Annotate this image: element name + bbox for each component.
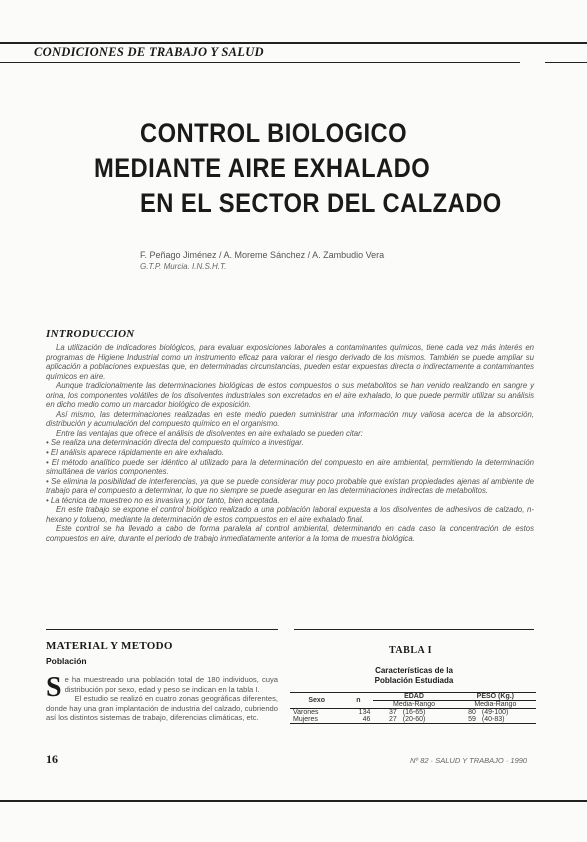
- affiliation: G.T.P. Murcia. I.N.S.H.T.: [140, 262, 227, 271]
- section-label: CONDICIONES DE TRABAJO Y SALUD: [34, 45, 264, 59]
- intro-heading: INTRODUCCION: [46, 328, 135, 340]
- material-heading: MATERIAL Y METODO: [46, 640, 173, 652]
- table-wrapper: [290, 692, 536, 724]
- col-n: n: [343, 693, 373, 709]
- intro-paragraph: Así mismo, las determinaciones realizadas en este medio pueden suministrar una información muy valiosa acerca de la absorción, distribución y acumulación del compuesto químico en el organismo.: [46, 409, 534, 429]
- authors: F. Peñago Jiménez / A. Moreme Sánchez / A. Zambudio Vera: [140, 250, 385, 260]
- table-divider: [294, 629, 534, 630]
- table-row: Varones 134 37 (16-65) 80 (49-100): [293, 709, 509, 716]
- intro-paragraph: La utilización de indicadores biológicos, para evaluar exposiciones laborales a contaminantes químicos, tiene cada vez más interés en programas de Higiene Industrial como un instrumento eficaz para valorar el riesgo derivado de los mismos. También se puede ampliar su aplicación a poblaciones expuestas que, en determinadas circunstancias, pueden estar expuestas directa o indirectamente a contaminantes químicos en aire.: [46, 343, 534, 381]
- intro-bullet: • Se realiza una determinación directa del compuesto químico a investigar.: [46, 438, 304, 448]
- footer-rule: [0, 800, 587, 802]
- intro-bullet: • El análisis aparece rápidamente en aire exhalado.: [46, 448, 224, 458]
- intro-closing: En este trabajo se expone el control biológico realizado a una población laboral expuesta a los disolventes de adhesivos de calzado, n-hexano y tolueno, mediante la determinación de estos compuestos en el aire exhalado final.: [46, 505, 534, 524]
- col-edad-sub: Media-Rango: [373, 701, 454, 709]
- intro-bullet: • El método analítico puede ser idéntico al utilizado para la determinación del compuesto en aire ambiental, permitiendo la determinación simultánea de varios componentes.: [46, 457, 534, 477]
- intro-closing: Este control se ha llevado a cabo de forma paralela al control ambiental, determinando en cada caso la concentración de estos compuestos en aire, durante el periodo de trabajo inmediatamente anterior a la toma de muestra biológica.: [46, 524, 534, 543]
- intro-bullet: • La técnica de muestreo no es invasiva y, por tanto, bien aceptada.: [46, 495, 280, 505]
- col-peso: PESO (Kg.): [455, 693, 536, 701]
- intro-paragraph: Entre las ventajas que ofrece el análisis de disolventes en aire exhalado se pueden citar:: [56, 428, 363, 438]
- intro-body: [46, 343, 534, 543]
- col-edad: EDAD: [373, 693, 454, 701]
- drop-cap: S: [46, 672, 62, 703]
- material-paragraph: e ha muestreado una población total de 180 individuos, cuya distribución por sexo, edad y peso se indican en la tabla I.: [64, 675, 278, 694]
- table-row: Mujeres 46 27 (20-60) 59 (40-83): [290, 716, 536, 724]
- material-paragraph: El estudio se realizó en cuatro zonas geográficas diferentes, donde hay una gran implantación de industria del calzado, cubriendo así los distintos sistemas de trabajo, diferencias climáticas, etc.: [46, 694, 278, 723]
- header-rule-bottom: [0, 62, 520, 63]
- col-sexo: Sexo: [290, 693, 343, 709]
- article-title-line3: EN EL SECTOR DEL CALZADO: [140, 188, 502, 218]
- population-table: [290, 692, 536, 724]
- col-peso-sub: Media-Rango: [455, 701, 536, 709]
- table-title: TABLA I: [389, 645, 433, 656]
- material-body: [46, 672, 278, 723]
- header-rule-top: [0, 42, 587, 44]
- table-subtitle: Características de la Población Estudiada: [374, 666, 454, 685]
- section-divider: [46, 629, 278, 630]
- material-subheading: Población: [46, 656, 87, 666]
- journal-footer: Nº 82 · SALUD Y TRABAJO · 1990: [410, 756, 528, 765]
- header-rule-right: [545, 62, 587, 63]
- intro-paragraph: Aunque tradicionalmente las determinaciones biológicas de estos compuestos o sus metabolitos se han venido realizando en sangre y orina, los componentes volátiles de los disolventes industriales son excretados en el aire exhalado, lo que puede permitir utilizar su análisis en dicho medio como un marcador biológico de exposición.: [46, 381, 534, 410]
- article-title-line1: CONTROL BIOLOGICO: [140, 118, 408, 148]
- intro-bullet: • Se elimina la posibilidad de interferencias, ya que se puede considerar muy poco probable que existan propiedades ajenas al ambiente de trabajo para el compuesto a determinar, lo que no siempre se puede asegurar en las determinaciones indirectas de metabolitos.: [46, 476, 534, 496]
- page-number: 16: [46, 752, 58, 766]
- article-title-line2: MEDIANTE AIRE EXHALADO: [94, 153, 431, 183]
